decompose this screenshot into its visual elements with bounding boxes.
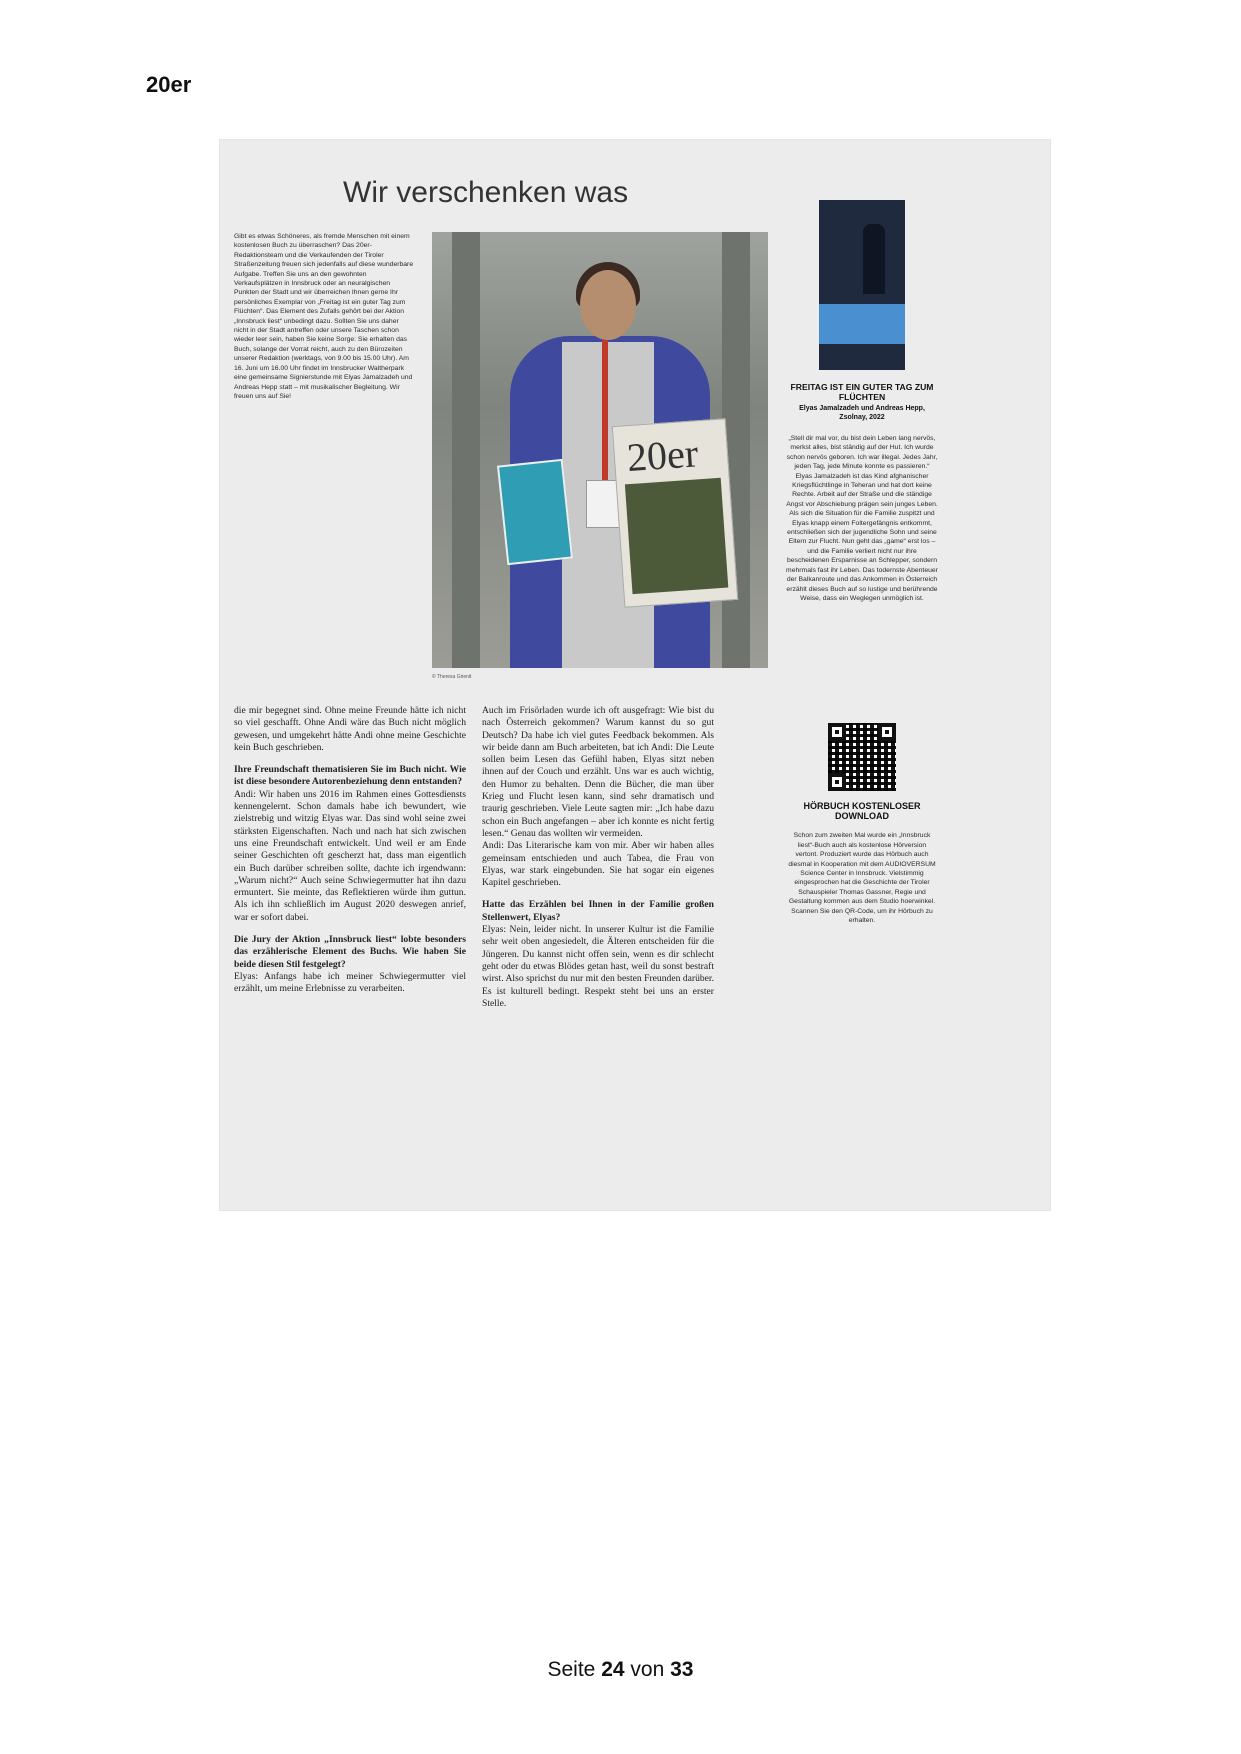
paragraph: Elyas: Nein, leider nicht. In unserer Kultur ist die Familie sehr weit oben angesiedelt, die Älteren entscheiden für die Jüngeren. Du kannst nicht offen sein, wenn es dir schlecht geht oder du etwas Blödes getan hast, weil du sonst bestraft wirst. Also sprichst du nur mit den besten Freunden darüber. Es ist kulturell bedingt. Respekt steht bei uns an erster Stelle. [482, 924, 714, 1009]
paragraph: Andi: Das Literarische kam von mir. Aber wir haben alles gemeinsam entschieden und auch Tabea, die Frau von Elyas, war stark eingebunden. Sie hat sogar ein eigenes Kapitel geschrieben. [482, 840, 714, 889]
qr-code-icon[interactable] [828, 723, 896, 791]
audiobook-heading: HÖRBUCH KOSTENLOSER DOWNLOAD [803, 801, 921, 822]
newspaper-scan [220, 140, 1050, 1210]
book-in-hand [497, 459, 573, 565]
photo-background [452, 232, 480, 668]
qr-finder [828, 773, 846, 791]
photo-credit: © Theresa Grienit [432, 674, 472, 680]
book-sidebar [786, 200, 938, 925]
qr-finder [878, 723, 896, 741]
article-photo [432, 232, 768, 668]
article-headline: Wir verschenken was [343, 176, 629, 209]
book-cover-image [819, 200, 905, 370]
total-pages: 33 [670, 1658, 694, 1681]
person-head [580, 270, 636, 340]
cover-figure [863, 224, 885, 294]
magazine-title: 20er [625, 430, 700, 481]
footer-middle: von [630, 1658, 665, 1681]
article-intro: Gibt es etwas Schöneres, als fremde Menschen mit einem kostenlosen Buch zu überraschen? Das 20er-Redaktionsteam und die Verkaufenden der Tiroler Straßenzeitung freuen sich jedenfalls auf diese wunderbare Aufgabe. Treffen Sie uns an den gewohnten Verkaufsplätzen in Innsbruck oder an neuralgischen Punkten der Stadt und wir überreichen Ihnen gerne Ihr persönliches Exemplar von „Freitag ist ein guter Tag zum Flüchten“. Das Element des Zufalls gehört bei der Aktion „Innsbruck liest“ unbedingt dazu. Sollten Sie uns daher nicht in der Stadt antreffen oder unsere Taschen schon wieder leer sein, haben Sie keine Sorge: Sie erhalten das Buch, solange der Vorrat reicht, auch zu den Bürozeiten unserer Redaktion (werktags, von 9.00 bis 15.00 Uhr). Am 16. Juni um 16.00 Uhr findet im Innsbrucker Waltherpark eine gemeinsame Signierstunde mit Elyas Jamalzadeh und Andreas Hepp statt – mit musikalischer Begleitung. Wir freuen uns auf Sie! [234, 233, 414, 400]
cover-band [819, 304, 905, 344]
interview-question: Die Jury der Aktion „Innsbruck liest“ lobte besonders das erzählerische Element des Buchs. Wie haben Sie beide diesen Stil festgelegt? [234, 934, 466, 970]
magazine-cover-image [625, 478, 728, 594]
paragraph: Andi: Wir haben uns 2016 im Rahmen eines Gottesdiensts kennengelernt. Schon damals habe ich bewundert, wie zielstrebig und witzig Elyas war. Das sind wohl seine zwei stärksten Eigenschaften. Nach und nach hat sich zwischen uns eine Freundschaft entwickelt. Und weil er am Ende seiner Geschichten oft gescherzt hat, dass man eigentlich ein Buch darüber schreiben sollte, dachte ich irgendwann: „Warum nicht?“ Auch seine Schwiegermutter hat ihn dazu ermuntert. Sie meinte, das Reflektieren würde ihm guttun. Als ich ihn schließlich im August 2020 deswegen anrief, war er sofort dabei. [234, 788, 466, 923]
article-column-1 [234, 705, 466, 996]
audiobook-text: Schon zum zweiten Mal wurde ein „Innsbruck liest“-Buch auch als kostenlose Hörversion vertont. Produziert wurde das Hörbuch auch diesmal in Kooperation mit dem AUDIOVERSUM Science Center in Innsbruck. Vielstimmig eingesprochen hat die Geschichte der Tiroler Schauspieler Thomas Gassner, Regie und Gestaltung kommen aus dem Studio hoerwinkel. Scannen Sie den QR-Code, um ihr Hörbuch zu erhalten. [788, 832, 936, 924]
book-author: Elyas Jamalzadeh und Andreas Hepp, Zsolnay, 2022 [799, 405, 925, 421]
footer-prefix: Seite [547, 1658, 596, 1681]
current-page: 24 [601, 1658, 625, 1681]
interview-question: Ihre Freundschaft thematisieren Sie im Buch nicht. Wie ist diese besondere Autorenbeziehung denn entstanden? [234, 764, 466, 788]
paragraph: Auch im Frisörladen wurde ich oft ausgefragt: Wie bist du nach Österreich gekommen? Warum kannst du so gut Deutsch? Da habe ich viel gutes Feedback bekommen. Als wir beide dann am Buch arbeiteten, bat ich Andi: Die Leute sollen beim Lesen das Gefühl haben, Elyas sitzt neben ihnen auf der Couch und erzählt. Uns war es auch wichtig, den Humor zu behalten. Denn die Bücher, die man über Krieg und Flucht lesen kann, sind sehr dramatisch und traurig geschrieben. Viele Leute sagten mir: „Ich habe dazu schon ein Buch angefangen – aber ich konnte es nicht fertig lesen.“ Genau das wollten wir vermeiden. [482, 705, 714, 839]
qr-finder [828, 723, 846, 741]
magazine [612, 418, 738, 608]
page-footer [0, 1658, 1241, 1682]
publication-label: 20er [146, 72, 192, 97]
interview-question: Hatte das Erzählen bei Ihnen in der Familie großen Stellenwert, Elyas? [482, 899, 714, 923]
paragraph: Elyas: Anfangs habe ich meiner Schwiegermutter viel erzählt, um meine Erlebnisse zu verarbeiten. [234, 970, 466, 995]
article-column-2 [482, 705, 714, 1010]
book-title: FREITAG IST EIN GUTER TAG ZUM FLÜCHTEN [790, 382, 934, 402]
lanyard [602, 340, 608, 480]
book-description: „Stell dir mal vor, du bist dein Leben lang nervös, merkst alles, bist ständig auf der Hut. Ich wurde schon nervös geboren. Ich war illegal. Jedes Jahr, jeden Tag, jede Minute konnte es passieren.“ Elyas Jamalzadeh ist das Kind afghanischer Kriegsflüchtlinge in Teheran und hat dort keine Rechte. Arbeit auf der Straße und die ständige Angst vor Abschiebung prägen sein junges Leben. Als sich die Situation für die Familie zuspitzt und Elyas knapp einem Foltergefängnis entkommt, entschließen sich der jugendliche Sohn und seine Eltern zur Flucht. Nun geht das „game“ erst los – und die Familie verliert nicht nur ihre bescheidenen Ersparnisse an Schlepper, sondern mehrmals fast ihr Leben. Das todernste Abenteuer der Balkanroute und das Ankommen in Österreich erzählt dieses Buch auf so lustige und berührende Weise, dass ein Weglegen unmöglich ist. [786, 435, 938, 602]
paragraph: die mir begegnet sind. Ohne meine Freunde hätte ich nicht so viel geschafft. Ohne Andi wäre das Buch nicht möglich gewesen, und umgekehrt hätte Andi ohne meine Geschichte kein Buch geschrieben. [234, 705, 466, 753]
